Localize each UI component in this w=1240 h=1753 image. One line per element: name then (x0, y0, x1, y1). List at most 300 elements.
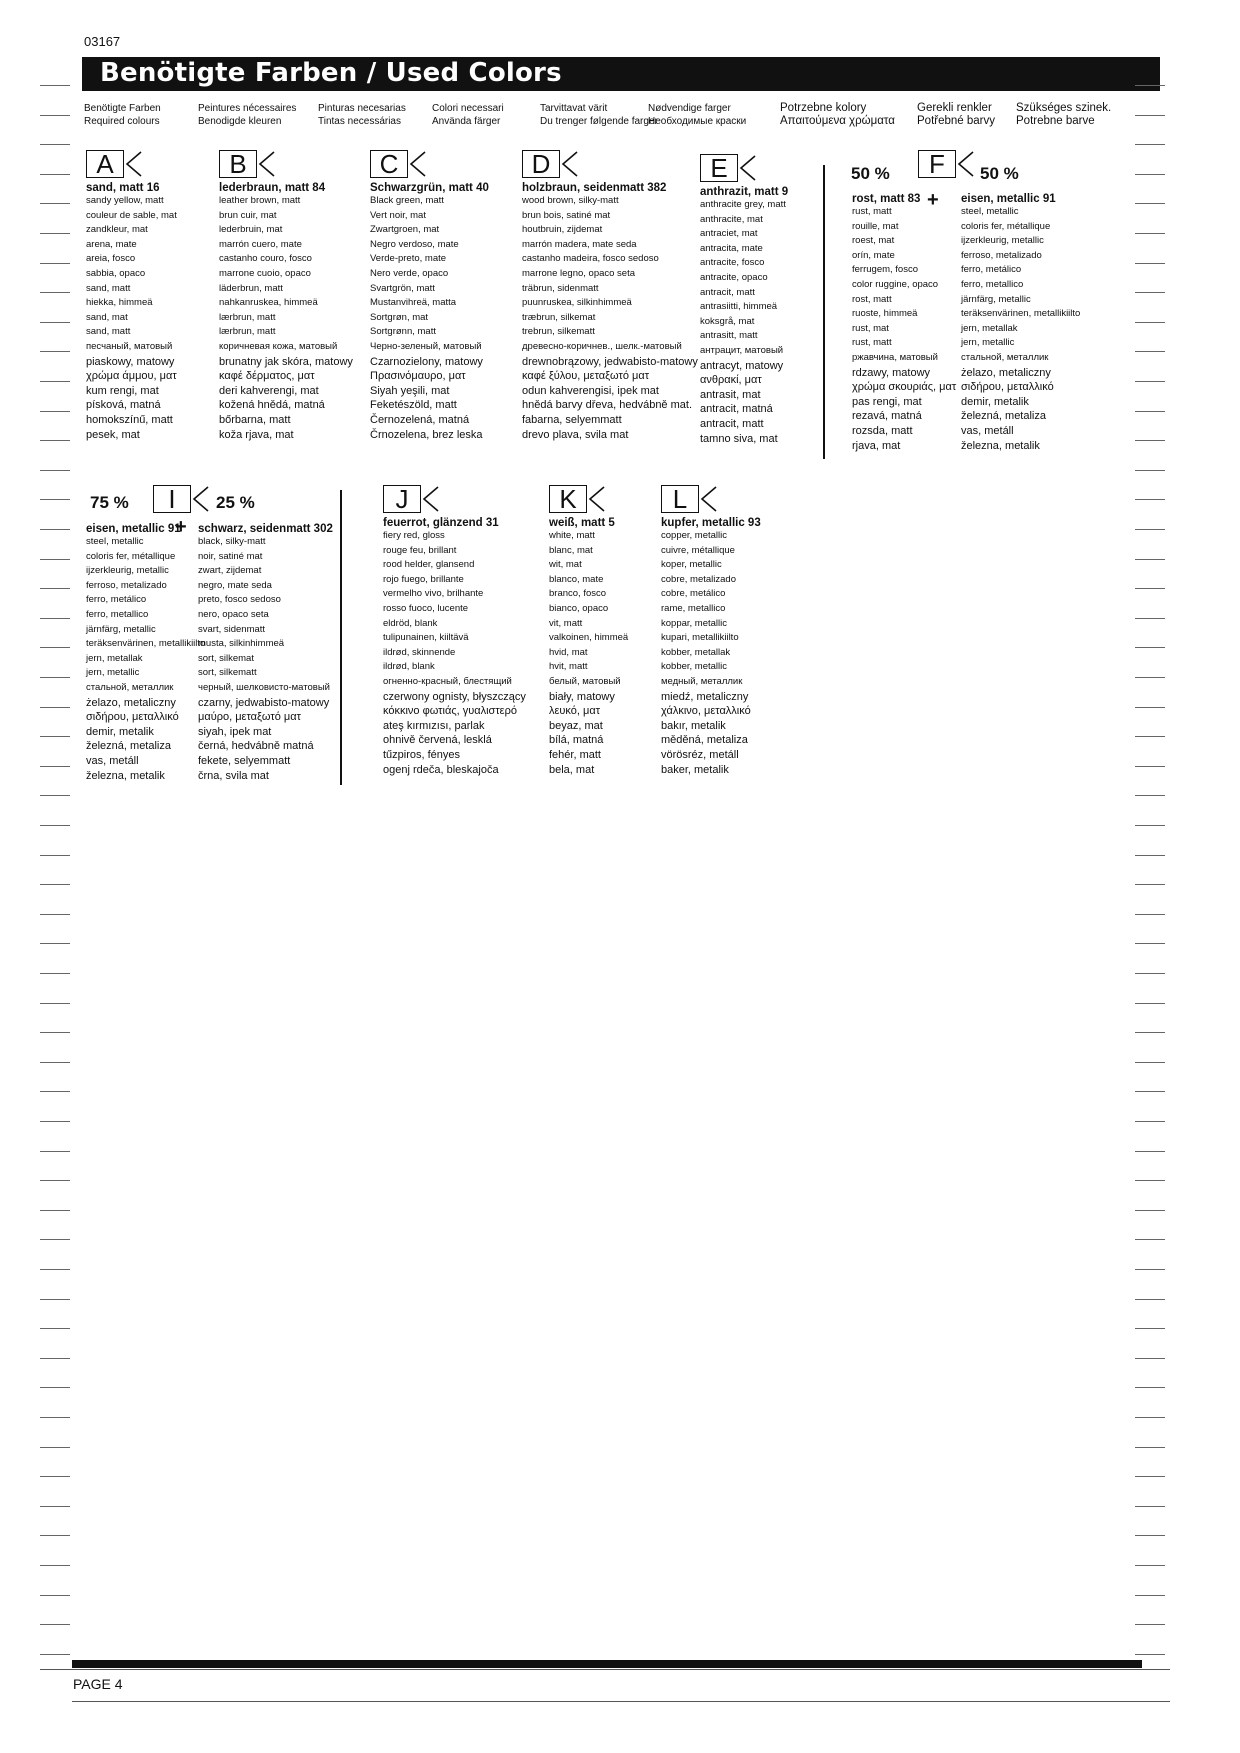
color-letter-box: B (219, 150, 257, 178)
margin-tick (40, 588, 70, 589)
color-name: lederbraun, matt 84 (219, 182, 326, 194)
translation-line: rood helder, glansend (383, 559, 475, 571)
translation-line: träbrun, sidenmatt (522, 282, 599, 294)
margin-tick (40, 115, 70, 116)
translation-line: стальной, металлик (961, 351, 1049, 363)
translation-line: cobre, metalizado (661, 573, 736, 585)
translation-line: couleur de sable, mat (86, 209, 177, 221)
translation-line: ferroso, metalizado (86, 579, 167, 591)
needed-label-fr-nl (198, 102, 296, 128)
translation-line: rdzawy, matowy (852, 366, 931, 379)
translation-line: cuivre, métallique (661, 544, 735, 556)
margin-tick (40, 1151, 70, 1152)
translation-line: Negro verdoso, mate (370, 238, 459, 250)
color-name: rost, matt 83 (852, 193, 921, 205)
translation-line: sandy yellow, matt (86, 195, 164, 206)
translation-line: hiekka, himmeä (86, 297, 153, 309)
separator-line (823, 165, 825, 459)
margin-tick (40, 233, 70, 234)
margin-tick (40, 855, 70, 856)
translation-line: hvid, mat (549, 646, 588, 658)
translation-line: arena, mate (86, 238, 137, 250)
color-block-i-black (198, 523, 333, 783)
translation-line: антрацит, матовый (700, 344, 784, 356)
translation-line: χρώμα σκουριάς, ματ (852, 381, 957, 394)
margin-tick (1135, 263, 1165, 264)
bottom-rule (40, 1669, 1170, 1670)
page-title: Benötigte Farben / Used Colors (100, 58, 562, 88)
margin-tick (40, 647, 70, 648)
translation-line: homokszínű, matt (86, 413, 173, 426)
translation-line: czerwony ognisty, błyszczący (383, 690, 526, 703)
translation-line: fehér, matt (549, 748, 601, 761)
needed-label-fi-no (540, 102, 658, 128)
needed-label-it-sv (432, 102, 504, 128)
translation-line: blanc, mat (549, 544, 593, 556)
translation-line: tűzpiros, fényes (383, 748, 461, 761)
translation-line: negro, mate seda (198, 579, 272, 591)
margin-tick (40, 144, 70, 145)
translation-line: blanco, mate (549, 573, 604, 585)
color-letter-box: A (86, 150, 124, 178)
translation-line: odun kahverengisi, ipek mat (522, 384, 659, 397)
translation-line: kum rengi, mat (86, 384, 159, 397)
margin-tick (1135, 233, 1165, 234)
margin-tick (40, 1417, 70, 1418)
translation-line: rouille, mat (852, 220, 899, 232)
translation-line: sand, matt (86, 282, 131, 294)
mix-percent-right: 50 % (980, 164, 1019, 183)
translation-list (86, 535, 205, 783)
margin-tick (40, 1269, 70, 1270)
translation-line: läderbrun, matt (219, 282, 283, 294)
translation-line: orín, mate (852, 249, 895, 261)
translation-line: vit, matt (549, 617, 583, 629)
translation-line: koper, metallic (661, 559, 722, 571)
margin-tick (1135, 707, 1165, 708)
translation-line: zandkleur, mat (86, 224, 148, 236)
color-letter-b (219, 150, 299, 182)
translation-line: træbrun, silkemat (522, 311, 596, 323)
mix-percent-left: 75 % (90, 493, 129, 512)
color-letter-box: I (153, 485, 191, 513)
page-number: PAGE 4 (73, 1676, 123, 1692)
color-letter-c (370, 150, 450, 182)
margin-tick (1135, 174, 1165, 175)
margin-tick (40, 203, 70, 204)
color-letter-box: F (918, 150, 956, 178)
translation-line: antrasitt, matt (700, 330, 758, 342)
translation-line: piaskowy, matowy (86, 355, 175, 368)
mix-plus-sign: + (927, 189, 939, 211)
needed-label-hu-sl (1016, 102, 1111, 128)
translation-line: kobber, metallak (661, 646, 731, 658)
translation-line: Sortgrønn, matt (370, 326, 436, 338)
translation-line: železna, metalik (86, 769, 165, 782)
translation-line: vas, metáll (86, 754, 139, 767)
margin-tick (1135, 351, 1165, 352)
color-letter-l (661, 485, 741, 517)
translation-line: σιδήρου, μεταλλικό (86, 711, 179, 724)
translation-line: color ruggine, opaco (852, 278, 939, 290)
margin-tick (40, 1506, 70, 1507)
margin-tick (40, 1299, 70, 1300)
margin-tick (1135, 1565, 1165, 1566)
translation-line: медный, металлик (661, 675, 743, 687)
translation-line: teräksenvärinen, metallikiilto (961, 308, 1081, 320)
color-letter-j (383, 485, 463, 517)
footer-rule (72, 1701, 1170, 1702)
translation-line: bőrbarna, matt (219, 413, 291, 426)
translation-line: rame, metallico (661, 602, 726, 614)
translation-line: coloris fer, métallique (86, 550, 176, 562)
margin-tick (1135, 884, 1165, 885)
translation-line: ijzerkleurig, metallic (961, 235, 1044, 247)
translation-list (198, 535, 333, 783)
margin-tick (40, 85, 70, 86)
translation-line: kupari, metallikiilto (661, 632, 739, 644)
translation-line: χάλκινο, μεταλλικό (661, 705, 751, 718)
translation-line: rust, matt (852, 337, 892, 349)
color-name: kupfer, metallic 93 (661, 517, 761, 529)
translation-line: brun bois, satiné mat (522, 209, 611, 221)
margin-tick (1135, 411, 1165, 412)
translation-line: rouge feu, brillant (383, 544, 457, 556)
margin-tick (1135, 1328, 1165, 1329)
translation-line: Verde-preto, mate (370, 253, 447, 265)
translation-line: κόκκινο φωτιάς, γυαλιστερό (383, 705, 517, 718)
margin-tick (1135, 559, 1165, 560)
margin-tick (40, 1091, 70, 1092)
translation-line: white, matt (549, 530, 595, 541)
translation-line: demir, metalik (961, 395, 1029, 408)
pointer-chevron-icon (192, 485, 210, 513)
translation-line: λευκό, ματ (549, 705, 601, 718)
translation-line: Feketészöld, matt (370, 399, 457, 412)
translation-line: železná, metaliza (86, 740, 171, 753)
translation-line: areia, fosco (86, 253, 136, 265)
margin-tick (1135, 1239, 1165, 1240)
margin-tick (40, 707, 70, 708)
needed-label-da-ru (648, 102, 746, 128)
translation-line: brunatny jak skóra, matowy (219, 355, 353, 368)
margin-tick (40, 559, 70, 560)
margin-tick (1135, 499, 1165, 500)
margin-tick (40, 351, 70, 352)
translation-line: lærbrun, matt (219, 311, 276, 323)
needed-label-line: Du trenger følgende farger (540, 116, 658, 127)
color-block-b (219, 150, 353, 442)
translation-line: biały, matowy (549, 690, 615, 703)
translation-line: miedź, metaliczny (661, 690, 749, 703)
translation-line: puunruskea, silkinhimmeä (522, 297, 632, 309)
color-letter-box: D (522, 150, 560, 178)
margin-tick (40, 1180, 70, 1181)
margin-tick (40, 766, 70, 767)
color-name: eisen, metallic 91 (961, 193, 1056, 205)
margin-tick (40, 1654, 70, 1655)
margin-tick (1135, 973, 1165, 974)
translation-line: marrón madera, mate seda (522, 238, 637, 250)
margin-tick (1135, 795, 1165, 796)
margin-tick (1135, 855, 1165, 856)
margin-tick (1135, 1447, 1165, 1448)
translation-line: Črnozelena, brez leska (370, 428, 483, 441)
margin-tick (1135, 1506, 1165, 1507)
translation-line: fabarna, selyemmatt (522, 413, 622, 426)
translation-line: houtbruin, zijdemat (522, 224, 603, 236)
margin-tick (40, 381, 70, 382)
translation-line: żelazo, metaliczny (86, 696, 176, 709)
needed-label-line: Benodigde kleuren (198, 116, 282, 127)
margin-tick (1135, 1624, 1165, 1625)
translation-line: jern, metallak (961, 322, 1018, 334)
translation-line: bela, mat (549, 763, 595, 776)
translation-line: koža rjava, mat (219, 428, 294, 441)
margin-tick (1135, 1417, 1165, 1418)
bottom-bar (72, 1660, 1142, 1668)
translation-line: jern, metallak (86, 652, 143, 664)
color-name: holzbraun, seidenmatt 382 (522, 182, 667, 194)
margin-tick (1135, 1358, 1165, 1359)
translation-line: wit, mat (549, 559, 582, 571)
margin-tick (1135, 588, 1165, 589)
needed-label-line: Använda färger (432, 116, 501, 127)
translation-line: ohnivě červená, lesklá (383, 734, 492, 747)
translation-line: sabbia, opaco (86, 267, 146, 279)
margin-tick (40, 411, 70, 412)
translation-line: tulipunainen, kiiltävä (383, 632, 469, 644)
translation-line: Черно-зеленый, матовый (370, 340, 482, 352)
translation-line: огненно-красный, блестящий (383, 675, 512, 687)
margin-tick (40, 1358, 70, 1359)
translation-line: fekete, selyemmatt (198, 754, 291, 767)
margin-tick (40, 1595, 70, 1596)
translation-line: rust, mat (852, 322, 889, 334)
margin-tick (40, 618, 70, 619)
margin-tick (40, 1121, 70, 1122)
margin-tick (1135, 381, 1165, 382)
translation-list (661, 529, 761, 777)
margin-tick (1135, 647, 1165, 648)
needed-label-line: Απαιτούμενα χρώματα (780, 115, 895, 127)
needed-label-line: Tintas necessárias (318, 116, 401, 127)
translation-line: castanho couro, fosco (219, 253, 312, 265)
color-letter-box: K (549, 485, 587, 513)
translation-line: marrón cuero, mate (219, 238, 302, 250)
margin-tick (40, 1624, 70, 1625)
margin-tick (1135, 1269, 1165, 1270)
margin-tick (1135, 766, 1165, 767)
margin-tick (40, 677, 70, 678)
margin-tick (1135, 85, 1165, 86)
margin-tick (40, 973, 70, 974)
translation-list (700, 198, 788, 446)
translation-line: steel, metallic (961, 206, 1019, 217)
translation-line: rozsda, matt (852, 424, 913, 437)
needed-label-line: Nødvendige farger (648, 103, 731, 114)
margin-tick (40, 1328, 70, 1329)
color-name: schwarz, seidenmatt 302 (198, 523, 333, 535)
margin-tick (1135, 292, 1165, 293)
translation-line: antracit, matt (700, 417, 764, 430)
translation-line: valkoinen, himmeä (549, 632, 629, 644)
translation-line: branco, fosco (549, 588, 607, 600)
mix-plus-sign: + (175, 516, 187, 538)
translation-line: ferro, metallico (961, 278, 1024, 290)
margin-tick (40, 529, 70, 530)
translation-line: svart, sidenmatt (198, 623, 266, 635)
margin-tick (40, 174, 70, 175)
translation-line: järnfärg, metallic (961, 293, 1031, 305)
translation-line: Svartgrön, matt (370, 282, 435, 294)
translation-line: trebrun, silkematt (522, 326, 595, 338)
translation-line: коричневая кожа, матовый (219, 340, 338, 352)
pointer-chevron-icon (422, 485, 440, 513)
pointer-chevron-icon (258, 150, 276, 178)
margin-tick (1135, 1180, 1165, 1181)
margin-tick (1135, 1032, 1165, 1033)
translation-line: Sortgrøn, mat (370, 311, 429, 323)
margin-tick (40, 440, 70, 441)
translation-line: ferrugem, fosco (852, 264, 918, 276)
translation-line: bianco, opaco (549, 602, 609, 614)
color-letter-d (522, 150, 602, 182)
needed-label-line: Pinturas necesarias (318, 103, 406, 114)
needed-label-line: Potřebné barvy (917, 115, 995, 127)
translation-list (370, 194, 489, 442)
translation-line: hnědá barvy dřeva, hedvábně mat. (522, 399, 693, 412)
translation-line: železna, metalik (961, 439, 1040, 452)
margin-tick (1135, 914, 1165, 915)
translation-line: antracyt, matowy (700, 359, 784, 372)
translation-line: eldröd, blank (383, 617, 438, 629)
needed-label-es-pt (318, 102, 406, 128)
color-block-i-iron (86, 523, 205, 783)
color-block-a (86, 150, 177, 442)
left-margin-ticks (40, 0, 70, 1753)
color-block-d (522, 150, 698, 442)
needed-label-de-en (84, 102, 161, 128)
translation-line: black, silky-matt (198, 536, 266, 547)
margin-tick (40, 736, 70, 737)
title-bar (82, 57, 1128, 91)
translation-line: brun cuir, mat (219, 209, 277, 221)
color-block-f-rust (852, 193, 956, 453)
right-margin-ticks (1135, 0, 1165, 1753)
color-letter-a (86, 150, 166, 182)
translation-line: teräksenvärinen, metallikiilto (86, 638, 206, 650)
translation-line: rezavá, matná (852, 410, 922, 423)
translation-line: steel, metallic (86, 536, 144, 547)
margin-tick (40, 825, 70, 826)
color-letter-box: L (661, 485, 699, 513)
needed-label-line: Gerekli renkler (917, 102, 992, 114)
margin-tick (40, 1062, 70, 1063)
margin-tick (1135, 1387, 1165, 1388)
mix-percent-right: 25 % (216, 493, 255, 512)
margin-tick (40, 263, 70, 264)
translation-line: zwart, zijdemat (198, 565, 262, 577)
color-block-l (661, 485, 761, 777)
translation-line: Πρασινόμαυρο, ματ (370, 370, 466, 383)
translation-line: baker, metalik (661, 763, 729, 776)
translation-line: rost, matt (852, 293, 892, 305)
translation-line: castanho madeira, fosco sedoso (522, 253, 659, 265)
color-block-f-iron (961, 193, 1080, 453)
margin-tick (40, 1565, 70, 1566)
color-name: feuerrot, glänzend 31 (383, 517, 499, 529)
margin-tick (40, 1535, 70, 1536)
translation-line: χρώμα άμμου, ματ (86, 370, 177, 383)
needed-label-pl-el (780, 102, 895, 128)
translation-line: antracit, matt (700, 286, 755, 298)
translation-line: leather brown, matt (219, 195, 301, 206)
pointer-chevron-icon (588, 485, 606, 513)
color-name: weiß, matt 5 (549, 517, 615, 529)
margin-tick (1135, 677, 1165, 678)
translation-line: μαύρο, μεταξωτό ματ (198, 711, 301, 724)
color-letter-box: J (383, 485, 421, 513)
translation-line: antrasiitti, himmeä (700, 301, 778, 313)
margin-tick (1135, 1476, 1165, 1477)
margin-tick (40, 1476, 70, 1477)
color-letter-e (700, 154, 780, 186)
color-name: eisen, metallic 91 (86, 523, 181, 535)
translation-line: noir, satiné mat (198, 550, 263, 562)
margin-tick (1135, 203, 1165, 204)
translation-line: črna, svila mat (198, 769, 269, 782)
translation-line: rojo fuego, brillante (383, 573, 464, 585)
margin-tick (1135, 943, 1165, 944)
document-number: 03167 (84, 34, 121, 49)
translation-line: ржавчина, матовый (852, 351, 938, 363)
margin-tick (1135, 736, 1165, 737)
needed-label-line: Colori necessari (432, 103, 504, 114)
color-block-j (383, 485, 526, 777)
needed-label-line: Potrzebne kolory (780, 102, 867, 114)
translation-line: sort, silkematt (198, 667, 257, 679)
translation-line: antraciet, mat (700, 228, 758, 240)
needed-label-line: Potrebne barve (1016, 115, 1095, 127)
margin-tick (1135, 1299, 1165, 1300)
translation-line: pesek, mat (86, 428, 140, 441)
needed-label-line: Required colours (84, 116, 160, 127)
translation-line: wood brown, silky-matt (522, 195, 619, 206)
translation-line: järnfärg, metallic (86, 623, 156, 635)
mix-percent-left: 50 % (851, 164, 890, 183)
translation-line: antracite, opaco (700, 271, 768, 283)
translation-line: ferro, metálico (86, 594, 147, 606)
translation-line: rjava, mat (852, 439, 901, 452)
translation-line: ferro, metallico (86, 608, 149, 620)
margin-tick (1135, 1151, 1165, 1152)
translation-line: sort, silkemat (198, 652, 254, 664)
margin-tick (40, 795, 70, 796)
translation-line: tamno siva, mat (700, 432, 778, 445)
color-name: Schwarzgrün, matt 40 (370, 182, 489, 194)
translation-line: koksgrå, mat (700, 315, 755, 327)
translation-line: siyah, ipek mat (198, 725, 272, 738)
translation-line: antracita, mate (700, 242, 763, 254)
pointer-chevron-icon (700, 485, 718, 513)
translation-line: rosso fuoco, lucente (383, 602, 469, 614)
translation-line: nero, opaco seta (198, 608, 269, 620)
translation-line: anthracite, mat (700, 213, 763, 225)
needed-label-line: Peintures nécessaires (198, 103, 297, 114)
translation-line: vörösréz, metáll (661, 748, 739, 761)
translation-line: ferro, metálico (961, 264, 1022, 276)
